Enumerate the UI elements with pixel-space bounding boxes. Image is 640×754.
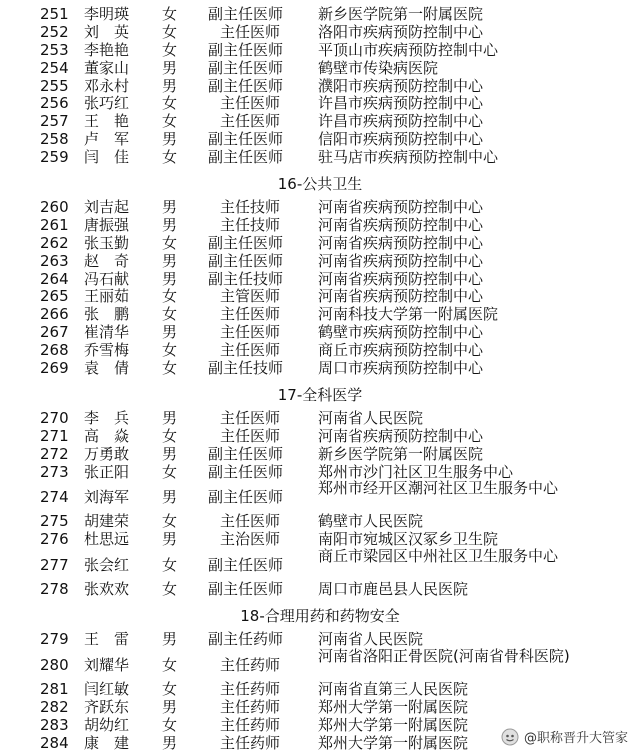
list-item	[0, 360, 640, 378]
person-name: 万勇敢	[84, 444, 130, 463]
person-sex: 男	[162, 530, 178, 549]
institution-name: 洛阳市疾病预防控制中心	[318, 22, 484, 41]
list-item	[0, 42, 640, 60]
item-number: 277	[40, 556, 69, 575]
professional-title: 主任医师	[220, 94, 281, 113]
professional-title: 副主任医师	[208, 251, 284, 270]
professional-title: 副主任医师	[208, 130, 284, 149]
professional-title: 副主任技师	[208, 359, 284, 378]
person-sex: 男	[162, 76, 178, 95]
person-sex: 女	[162, 426, 178, 445]
person-sex: 男	[162, 215, 178, 234]
item-number: 274	[40, 488, 69, 507]
person-sex: 女	[162, 680, 178, 699]
person-name: 胡幼红	[84, 715, 130, 734]
person-sex: 女	[162, 556, 178, 575]
institution-name: 鹤壁市疾病预防控制中心	[318, 323, 484, 342]
professional-title: 副主任医师	[208, 462, 284, 481]
professional-title: 主任医师	[220, 408, 281, 427]
list-item	[0, 446, 640, 464]
person-sex: 女	[162, 715, 178, 734]
item-number: 257	[40, 112, 69, 131]
institution-name: 郑州大学第一附属医院	[318, 733, 469, 752]
person-name: 齐跃东	[84, 697, 130, 716]
item-number: 260	[40, 198, 69, 217]
institution-name: 周口市鹿邑县人民医院	[318, 580, 469, 599]
item-number: 283	[40, 715, 69, 734]
list-item	[0, 306, 640, 324]
item-number: 271	[40, 426, 69, 445]
watermark	[497, 725, 632, 748]
person-name: 崔清华	[84, 323, 130, 342]
person-name: 赵 奇	[84, 251, 130, 270]
list-item	[0, 60, 640, 78]
institution-name: 河南省洛阳正骨医院(河南省骨科医院)	[318, 647, 570, 666]
person-name: 闫 佳	[84, 148, 130, 167]
item-number: 263	[40, 251, 69, 270]
professional-title: 主任医师	[220, 426, 281, 445]
brand-logo-icon	[501, 728, 519, 746]
professional-title: 副主任医师	[208, 580, 284, 599]
item-number: 281	[40, 680, 69, 699]
item-number: 278	[40, 580, 69, 599]
list-item	[0, 217, 640, 235]
institution-name: 平顶山市疾病预防控制中心	[318, 40, 499, 59]
professional-title: 副主任技师	[208, 269, 284, 288]
list-item	[0, 199, 640, 217]
institution-name: 河南省疾病预防控制中心	[318, 233, 484, 252]
section-title: 17-全科医学	[277, 385, 363, 404]
item-number: 273	[40, 462, 69, 481]
person-sex: 男	[162, 408, 178, 427]
list-item	[0, 410, 640, 428]
section-heading	[0, 384, 640, 406]
person-sex: 女	[162, 341, 178, 360]
item-number: 282	[40, 697, 69, 716]
person-sex: 女	[162, 233, 178, 252]
institution-name: 鹤壁市传染病医院	[318, 58, 439, 77]
institution-name: 河南省疾病预防控制中心	[318, 215, 484, 234]
list-item	[0, 288, 640, 306]
professional-title: 副主任医师	[208, 76, 284, 95]
person-name: 董家山	[84, 58, 130, 77]
item-number: 259	[40, 148, 69, 167]
list-item	[0, 113, 640, 131]
item-number: 251	[40, 5, 69, 23]
person-name: 张欢欢	[84, 580, 130, 599]
person-name: 唐振强	[84, 215, 130, 234]
item-number: 264	[40, 269, 69, 288]
institution-name: 河南省疾病预防控制中心	[318, 426, 484, 445]
section-title: 16-公共卫生	[277, 175, 363, 194]
institution-name: 郑州市沙门社区卫生服务中心	[318, 462, 514, 481]
item-number: 268	[40, 341, 69, 360]
institution-name: 河南省人民医院	[318, 630, 424, 649]
professional-title: 主任医师	[220, 512, 281, 531]
person-name: 张正阳	[84, 462, 130, 481]
person-sex: 男	[162, 444, 178, 463]
person-sex: 女	[162, 580, 178, 599]
institution-name: 新乡医学院第一附属医院	[318, 444, 484, 463]
professional-title: 主任医师	[220, 112, 281, 131]
person-name: 李明瑛	[84, 5, 130, 23]
item-number: 280	[40, 656, 69, 675]
list-item	[0, 253, 640, 271]
institution-name: 河南省人民医院	[318, 408, 424, 427]
list-item	[0, 24, 640, 42]
professional-title: 主任药师	[220, 697, 281, 716]
institution-name: 郑州市经开区潮河社区卫生服务中心	[318, 479, 559, 498]
list-item	[0, 549, 640, 581]
person-sex: 女	[162, 5, 178, 23]
institution-name: 许昌市疾病预防控制中心	[318, 112, 484, 131]
person-sex: 女	[162, 305, 178, 324]
person-sex: 男	[162, 488, 178, 507]
person-name: 乔雪梅	[84, 341, 130, 360]
professional-title: 副主任医师	[208, 5, 284, 23]
institution-name: 新乡医学院第一附属医院	[318, 5, 484, 23]
item-number: 256	[40, 94, 69, 113]
person-name: 张会红	[84, 556, 130, 575]
list-item	[0, 581, 640, 599]
list-item	[0, 342, 640, 360]
person-sex: 女	[162, 94, 178, 113]
list-item	[0, 513, 640, 531]
person-sex: 女	[162, 148, 178, 167]
person-name: 胡建荣	[84, 512, 130, 531]
section-heading	[0, 173, 640, 195]
professional-title: 主任医师	[220, 22, 281, 41]
person-name: 邓永村	[84, 76, 130, 95]
professional-title: 主任技师	[220, 215, 281, 234]
institution-name: 河南科技大学第一附属医院	[318, 305, 499, 324]
list-item	[0, 6, 640, 24]
person-name: 高 焱	[84, 426, 130, 445]
list-item	[0, 78, 640, 96]
professional-title: 主任技师	[220, 198, 281, 217]
person-name: 王丽茹	[84, 287, 130, 306]
person-sex: 男	[162, 630, 178, 649]
institution-name: 驻马店市疾病预防控制中心	[318, 148, 499, 167]
item-number: 254	[40, 58, 69, 77]
person-sex: 男	[162, 251, 178, 270]
institution-name: 郑州大学第一附属医院	[318, 715, 469, 734]
watermark-text: @职称晋升大管家	[523, 731, 628, 746]
professional-title: 副主任医师	[208, 58, 284, 77]
person-sex: 女	[162, 512, 178, 531]
institution-name: 河南省疾病预防控制中心	[318, 251, 484, 270]
person-sex: 女	[162, 112, 178, 131]
person-name: 刘耀华	[84, 656, 130, 675]
list-item	[0, 428, 640, 446]
person-sex: 男	[162, 269, 178, 288]
list-item	[0, 271, 640, 289]
professional-title: 副主任医师	[208, 148, 284, 167]
professional-title: 主任药师	[220, 733, 281, 752]
item-number: 253	[40, 40, 69, 59]
professional-title: 副主任药师	[208, 630, 284, 649]
institution-name: 鹤壁市人民医院	[318, 512, 424, 531]
professional-title: 主任医师	[220, 305, 281, 324]
item-number: 262	[40, 233, 69, 252]
item-number: 255	[40, 76, 69, 95]
person-name: 刘吉起	[84, 198, 130, 217]
professional-title: 主治医师	[220, 530, 281, 549]
professional-title: 主任药师	[220, 656, 281, 675]
professional-title: 副主任医师	[208, 556, 284, 575]
professional-title: 副主任医师	[208, 444, 284, 463]
list-item	[0, 95, 640, 113]
person-name: 康 建	[84, 733, 130, 752]
item-number: 279	[40, 630, 69, 649]
list-item	[0, 149, 640, 167]
person-name: 王 艳	[84, 112, 130, 131]
person-name: 张玉勤	[84, 233, 130, 252]
document-list	[0, 6, 640, 753]
section-title: 18-合理用药和药物安全	[240, 607, 400, 626]
item-number: 252	[40, 22, 69, 41]
institution-name: 周口市疾病预防控制中心	[318, 359, 484, 378]
institution-name: 河南省疾病预防控制中心	[318, 269, 484, 288]
person-sex: 男	[162, 198, 178, 217]
person-name: 冯石献	[84, 269, 130, 288]
institution-name: 河南省直第三人民医院	[318, 680, 469, 699]
person-sex: 男	[162, 58, 178, 77]
person-name: 卢 军	[84, 130, 130, 149]
item-number: 270	[40, 408, 69, 427]
institution-name: 河南省疾病预防控制中心	[318, 287, 484, 306]
person-sex: 女	[162, 40, 178, 59]
professional-title: 主任药师	[220, 715, 281, 734]
item-number: 276	[40, 530, 69, 549]
person-sex: 男	[162, 733, 178, 752]
item-number: 267	[40, 323, 69, 342]
item-number: 284	[40, 733, 69, 752]
professional-title: 主任药师	[220, 680, 281, 699]
person-name: 张 鹏	[84, 305, 130, 324]
person-sex: 女	[162, 287, 178, 306]
person-sex: 男	[162, 130, 178, 149]
person-name: 李 兵	[84, 408, 130, 427]
person-name: 李艳艳	[84, 40, 130, 59]
professional-title: 主任医师	[220, 341, 281, 360]
list-item	[0, 324, 640, 342]
professional-title: 主管医师	[220, 287, 281, 306]
item-number: 258	[40, 130, 69, 149]
person-name: 王 雷	[84, 630, 130, 649]
section-heading	[0, 605, 640, 627]
institution-name: 濮阳市疾病预防控制中心	[318, 76, 484, 95]
professional-title: 副主任医师	[208, 488, 284, 507]
person-name: 杜思远	[84, 530, 130, 549]
institution-name: 商丘市梁园区中州社区卫生服务中心	[318, 547, 559, 566]
institution-name: 河南省疾病预防控制中心	[318, 198, 484, 217]
person-name: 刘海军	[84, 488, 130, 507]
list-item	[0, 699, 640, 717]
item-number: 265	[40, 287, 69, 306]
professional-title: 主任医师	[220, 323, 281, 342]
item-number: 269	[40, 359, 69, 378]
person-sex: 女	[162, 656, 178, 675]
item-number: 261	[40, 215, 69, 234]
item-number: 272	[40, 444, 69, 463]
person-sex: 女	[162, 462, 178, 481]
institution-name: 商丘市疾病预防控制中心	[318, 341, 484, 360]
list-item	[0, 131, 640, 149]
person-name: 刘 英	[84, 22, 130, 41]
person-name: 闫红敏	[84, 680, 130, 699]
list-item	[0, 235, 640, 253]
list-item	[0, 681, 640, 699]
person-name: 张巧红	[84, 94, 130, 113]
list-item	[0, 649, 640, 681]
item-number: 266	[40, 305, 69, 324]
person-sex: 男	[162, 323, 178, 342]
institution-name: 南阳市宛城区汉冢乡卫生院	[318, 530, 499, 549]
institution-name: 许昌市疾病预防控制中心	[318, 94, 484, 113]
institution-name: 信阳市疾病预防控制中心	[318, 130, 484, 149]
person-name: 袁 倩	[84, 359, 130, 378]
professional-title: 副主任医师	[208, 40, 284, 59]
professional-title: 副主任医师	[208, 233, 284, 252]
person-sex: 男	[162, 697, 178, 716]
institution-name: 郑州大学第一附属医院	[318, 697, 469, 716]
list-item	[0, 481, 640, 513]
person-sex: 女	[162, 359, 178, 378]
person-sex: 女	[162, 22, 178, 41]
item-number: 275	[40, 512, 69, 531]
